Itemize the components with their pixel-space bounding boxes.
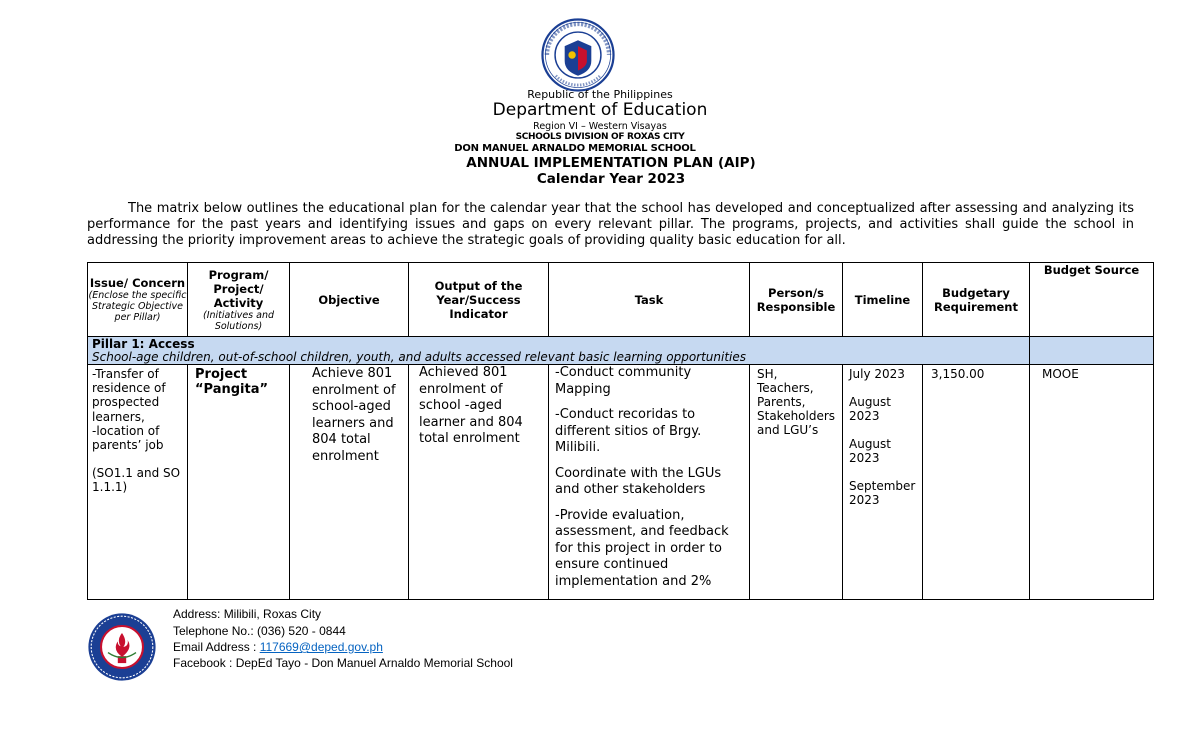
- footer-address: Address: Milibili, Roxas City: [173, 607, 322, 621]
- header-program: Program/ Project/ Activity (Initiatives and Solutions): [188, 263, 290, 337]
- table-row: [88, 365, 1154, 600]
- header-budget: Budgetary Requirement: [923, 263, 1030, 337]
- school-heading: DON MANUEL ARNALDO MEMORIAL SCHOOL: [454, 143, 696, 154]
- header-objective: Objective: [290, 263, 409, 337]
- header-person: Person/s Responsible: [750, 263, 843, 337]
- cell-output: Achieved 801 enrolment of school -aged learner and 804 total enrolment: [409, 365, 549, 600]
- pillar-empty-cell: [1030, 337, 1154, 365]
- cell-person: SH, Teachers, Parents, Stakeholders and LGU’s: [750, 365, 843, 600]
- department-heading: Department of Education: [492, 100, 708, 120]
- timeline-item: July 2023: [849, 367, 905, 381]
- header-source: Budget Source: [1030, 263, 1154, 337]
- pillar-cell: [88, 337, 1030, 365]
- cell-timeline: [843, 365, 923, 600]
- pillar-row: [88, 337, 1154, 365]
- school-seal-logo: [87, 612, 157, 682]
- cell-task: [549, 365, 750, 600]
- header-timeline: Timeline: [843, 263, 923, 337]
- deped-seal-logo: [541, 18, 615, 92]
- pillar-title: Pillar 1: Access: [92, 337, 195, 351]
- timeline-item: September 2023: [849, 479, 916, 507]
- table-header-row: [88, 263, 1154, 337]
- footer-facebook: Facebook : DepEd Tayo - Don Manuel Arnaldo Memorial School: [173, 656, 513, 670]
- task-item: -Conduct recoridas to different sitios of Brgy. Milibili.: [555, 407, 702, 455]
- aip-matrix-table: [87, 262, 1154, 600]
- footer-email-label: Email Address :: [173, 640, 260, 654]
- cell-objective: Achieve 801 enrolment of school-aged learners and 804 total enrolment: [290, 365, 409, 600]
- timeline-item: August 2023: [849, 437, 891, 465]
- email-link[interactable]: 117669@deped.gov.ph: [259, 640, 383, 654]
- plan-title: ANNUAL IMPLEMENTATION PLAN (AIP): [466, 155, 756, 171]
- task-item: -Conduct community Mapping: [555, 365, 692, 397]
- header-issue: Issue/ Concern (Enclose the specific Strategic Objective per Pillar): [88, 263, 188, 337]
- region-heading: Region VI – Western Visayas: [533, 121, 667, 132]
- cell-issue: [88, 365, 188, 600]
- footer-telephone: Telephone No.: (036) 520 - 0844: [173, 624, 346, 638]
- header-issue-note: (Enclose the specific Strategic Objective per Pillar): [88, 290, 187, 323]
- issue-item: -Transfer of residence of prospected learners,: [92, 367, 166, 424]
- footer-email: [173, 640, 383, 654]
- issue-code: (SO1.1 and SO 1.1.1): [92, 466, 181, 495]
- header-program-note: (Initiatives and Solutions): [202, 309, 275, 332]
- issue-item: -location of parents’ job: [92, 423, 164, 453]
- timeline-item: August 2023: [849, 395, 891, 423]
- cell-source: MOOE: [1030, 365, 1154, 600]
- pillar-description: School-age children, out-of-school children, youth, and adults accessed relevant basic learning opportunities: [92, 350, 747, 364]
- intro-text: The matrix below outlines the educational plan for the calendar year that the school has developed and conceptualized after assessing and analyzing its performance for the past years and identifying issues and gaps on every relevant pillar. The programs, projects, and activities shall guide the school in addressing the priority improvement areas to achieve the strategic goals of providing quality basic education for all.: [87, 201, 1134, 248]
- republic-heading: Republic of the Philippines: [527, 88, 673, 101]
- cell-program: Project “Pangita”: [188, 365, 290, 600]
- intro-paragraph: [87, 201, 1134, 249]
- plan-year: Calendar Year 2023: [536, 171, 686, 187]
- task-item: Coordinate with the LGUs and other stakeholders: [555, 465, 722, 497]
- cell-budget: 3,150.00: [923, 365, 1030, 600]
- header-output: Output of the Year/Success Indicator: [409, 263, 549, 337]
- division-heading: SCHOOLS DIVISION OF ROXAS CITY: [515, 132, 685, 142]
- header-task: Task: [549, 263, 750, 337]
- task-item: -Provide evaluation, assessment, and feedback for this project in order to ensure continued implementation and 2%: [555, 507, 729, 589]
